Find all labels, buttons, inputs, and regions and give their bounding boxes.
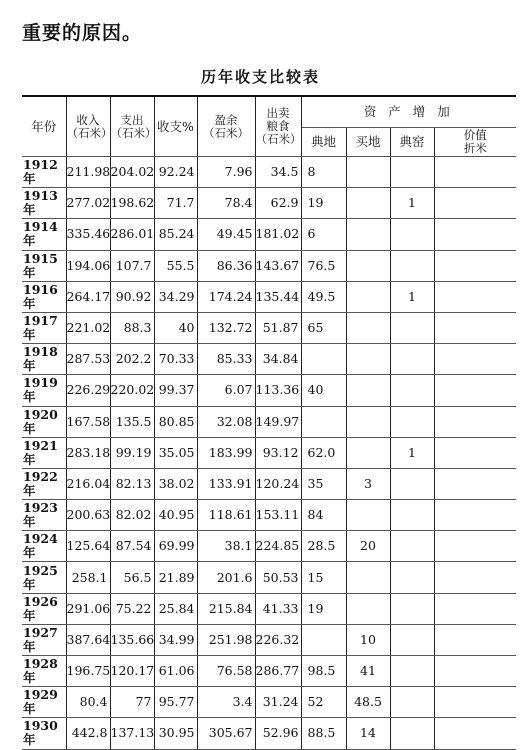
table-row — [22, 718, 516, 749]
cell-income: 291.06 — [66, 593, 110, 624]
cell-value — [434, 250, 516, 281]
cell-surplus: 86.36 — [197, 250, 255, 281]
cell-expense: 137.13 — [110, 718, 154, 749]
cell-mortgage-land: 6 — [301, 219, 346, 250]
table-row — [22, 562, 516, 593]
table-row — [22, 624, 516, 655]
cell-mortgage-land: 88.5 — [301, 718, 346, 749]
cell-mortgage-kiln — [390, 656, 434, 687]
cell-ratio: 38.02 — [154, 468, 197, 499]
cell-expense: 99.19 — [110, 437, 154, 468]
cell-year: 1916年 — [22, 281, 66, 312]
cell-expense: 82.02 — [110, 500, 154, 531]
table-row — [22, 312, 516, 343]
cell-mortgage-land: 8 — [301, 157, 346, 188]
table-row — [22, 344, 516, 375]
cell-year: 1929年 — [22, 687, 66, 718]
cell-value — [434, 562, 516, 593]
cell-expense: 87.54 — [110, 531, 154, 562]
lead-text: 重要的原因。 — [22, 22, 143, 44]
cell-sold: 93.12 — [255, 437, 301, 468]
cell-value — [434, 437, 516, 468]
cell-mortgage-land: 49.5 — [301, 281, 346, 312]
cell-mortgage-land: 28.5 — [301, 531, 346, 562]
cell-buy-land: 41 — [346, 656, 390, 687]
cell-surplus: 132.72 — [197, 312, 255, 343]
cell-buy-land — [346, 593, 390, 624]
cell-buy-land — [346, 157, 390, 188]
cell-income: 287.53 — [66, 344, 110, 375]
cell-buy-land — [346, 406, 390, 437]
cell-year: 1921年 — [22, 437, 66, 468]
cell-income: 80.4 — [66, 687, 110, 718]
cell-mortgage-land: 84 — [301, 500, 346, 531]
cell-ratio: 71.7 — [154, 188, 197, 219]
table-row — [22, 375, 516, 406]
cell-income: 196.75 — [66, 656, 110, 687]
cell-mortgage-kiln — [390, 157, 434, 188]
cell-year: 1924年 — [22, 531, 66, 562]
cell-ratio: 21.89 — [154, 562, 197, 593]
cell-mortgage-kiln — [390, 219, 434, 250]
cell-sold: 224.85 — [255, 531, 301, 562]
cell-sold: 120.24 — [255, 468, 301, 499]
header-ratio: 收支% — [154, 96, 197, 157]
cell-value — [434, 624, 516, 655]
header-mortgage-kiln: 典窑 — [390, 128, 434, 157]
cell-buy-land — [346, 219, 390, 250]
cell-mortgage-kiln — [390, 312, 434, 343]
header-buy-land: 买地 — [346, 128, 390, 157]
cell-mortgage-kiln — [390, 500, 434, 531]
cell-mortgage-land: 52 — [301, 687, 346, 718]
cell-ratio: 70.33 — [154, 344, 197, 375]
cell-surplus: 305.67 — [197, 718, 255, 749]
table-row — [22, 593, 516, 624]
cell-surplus: 6.07 — [197, 375, 255, 406]
cell-value — [434, 219, 516, 250]
cell-year: 1925年 — [22, 562, 66, 593]
table-row — [22, 468, 516, 499]
cell-mortgage-land: 76.5 — [301, 250, 346, 281]
header-assets-increase: 资 产 增 加 — [301, 96, 516, 128]
cell-year: 1926年 — [22, 593, 66, 624]
cell-income: 194.06 — [66, 250, 110, 281]
cell-buy-land — [346, 500, 390, 531]
cell-ratio: 34.29 — [154, 281, 197, 312]
cell-value — [434, 312, 516, 343]
cell-year: 1913年 — [22, 188, 66, 219]
cell-year: 1915年 — [22, 250, 66, 281]
cell-ratio: 30.95 — [154, 718, 197, 749]
cell-buy-land — [346, 344, 390, 375]
cell-mortgage-kiln — [390, 593, 434, 624]
table-row — [22, 281, 516, 312]
cell-income: 200.63 — [66, 500, 110, 531]
cell-buy-land: 48.5 — [346, 687, 390, 718]
table-row — [22, 157, 516, 188]
header-expense: 支出 （石米） — [110, 96, 154, 157]
cell-value — [434, 344, 516, 375]
cell-surplus: 7.96 — [197, 157, 255, 188]
cell-sold: 153.11 — [255, 500, 301, 531]
cell-value — [434, 406, 516, 437]
cell-value — [434, 593, 516, 624]
header-surplus: 盈余 （石米） — [197, 96, 255, 157]
cell-year: 1922年 — [22, 468, 66, 499]
cell-mortgage-kiln — [390, 406, 434, 437]
cell-income: 216.04 — [66, 468, 110, 499]
cell-buy-land — [346, 281, 390, 312]
cell-mortgage-land — [301, 344, 346, 375]
cell-ratio: 95.77 — [154, 687, 197, 718]
cell-sold: 62.9 — [255, 188, 301, 219]
cell-ratio: 99.37 — [154, 375, 197, 406]
cell-sold: 34.5 — [255, 157, 301, 188]
cell-expense: 82.13 — [110, 468, 154, 499]
cell-sold: 51.87 — [255, 312, 301, 343]
cell-buy-land — [346, 437, 390, 468]
cell-buy-land: 3 — [346, 468, 390, 499]
cell-surplus: 78.4 — [197, 188, 255, 219]
cell-year: 1914年 — [22, 219, 66, 250]
cell-sold: 52.96 — [255, 718, 301, 749]
cell-income: 211.98 — [66, 157, 110, 188]
cell-mortgage-kiln — [390, 624, 434, 655]
cell-surplus: 201.6 — [197, 562, 255, 593]
cell-value — [434, 656, 516, 687]
cell-value — [434, 687, 516, 718]
cell-ratio: 35.05 — [154, 437, 197, 468]
cell-value — [434, 281, 516, 312]
table-row — [22, 406, 516, 437]
cell-value — [434, 188, 516, 219]
cell-income: 125.64 — [66, 531, 110, 562]
cell-year: 1919年 — [22, 375, 66, 406]
cell-sold: 286.77 — [255, 656, 301, 687]
cell-expense: 220.02 — [110, 375, 154, 406]
header-income: 收入 （石米） — [66, 96, 110, 157]
cell-ratio: 25.84 — [154, 593, 197, 624]
cell-year: 1912年 — [22, 157, 66, 188]
cell-expense: 90.92 — [110, 281, 154, 312]
cell-sold: 41.33 — [255, 593, 301, 624]
cell-income: 335.46 — [66, 219, 110, 250]
cell-mortgage-kiln — [390, 250, 434, 281]
cell-mortgage-land: 65 — [301, 312, 346, 343]
cell-ratio: 34.99 — [154, 624, 197, 655]
cell-expense: 135.5 — [110, 406, 154, 437]
cell-ratio: 69.99 — [154, 531, 197, 562]
cell-year: 1927年 — [22, 624, 66, 655]
cell-income: 442.8 — [66, 718, 110, 749]
cell-sold: 143.67 — [255, 250, 301, 281]
cell-expense: 135.66 — [110, 624, 154, 655]
cell-surplus: 251.98 — [197, 624, 255, 655]
cell-ratio: 55.5 — [154, 250, 197, 281]
table-row — [22, 500, 516, 531]
cell-mortgage-land — [301, 406, 346, 437]
income-expense-table — [22, 95, 516, 750]
cell-expense: 202.2 — [110, 344, 154, 375]
cell-income: 264.17 — [66, 281, 110, 312]
cell-income: 277.02 — [66, 188, 110, 219]
cell-income: 258.1 — [66, 562, 110, 593]
cell-year: 1920年 — [22, 406, 66, 437]
cell-surplus: 76.58 — [197, 656, 255, 687]
cell-expense: 77 — [110, 687, 154, 718]
cell-expense: 198.62 — [110, 188, 154, 219]
cell-buy-land — [346, 562, 390, 593]
cell-mortgage-kiln: 1 — [390, 188, 434, 219]
cell-income: 167.58 — [66, 406, 110, 437]
cell-buy-land: 10 — [346, 624, 390, 655]
cell-expense: 120.17 — [110, 656, 154, 687]
table-title: 历年收支比较表 — [200, 68, 320, 86]
cell-mortgage-kiln: 1 — [390, 437, 434, 468]
cell-surplus: 85.33 — [197, 344, 255, 375]
header-sold-grain: 出卖 粮食 （石米） — [255, 96, 301, 157]
cell-sold: 135.44 — [255, 281, 301, 312]
cell-mortgage-kiln — [390, 718, 434, 749]
cell-mortgage-kiln — [390, 531, 434, 562]
cell-buy-land — [346, 312, 390, 343]
cell-expense: 204.02 — [110, 157, 154, 188]
cell-expense: 286.01 — [110, 219, 154, 250]
cell-year: 1930年 — [22, 718, 66, 749]
cell-year: 1928年 — [22, 656, 66, 687]
cell-value — [434, 718, 516, 749]
cell-buy-land — [346, 250, 390, 281]
cell-buy-land: 20 — [346, 531, 390, 562]
cell-expense: 56.5 — [110, 562, 154, 593]
cell-mortgage-kiln — [390, 375, 434, 406]
cell-ratio: 40 — [154, 312, 197, 343]
cell-sold: 34.84 — [255, 344, 301, 375]
cell-sold: 181.02 — [255, 219, 301, 250]
table-row — [22, 188, 516, 219]
table-row — [22, 219, 516, 250]
cell-expense: 75.22 — [110, 593, 154, 624]
cell-income: 283.18 — [66, 437, 110, 468]
cell-expense: 88.3 — [110, 312, 154, 343]
cell-mortgage-kiln — [390, 687, 434, 718]
cell-surplus: 3.4 — [197, 687, 255, 718]
cell-surplus: 215.84 — [197, 593, 255, 624]
cell-sold: 31.24 — [255, 687, 301, 718]
cell-mortgage-land: 19 — [301, 593, 346, 624]
table-row — [22, 687, 516, 718]
cell-surplus: 133.91 — [197, 468, 255, 499]
cell-sold: 50.53 — [255, 562, 301, 593]
cell-income: 221.02 — [66, 312, 110, 343]
cell-surplus: 38.1 — [197, 531, 255, 562]
cell-income: 226.29 — [66, 375, 110, 406]
table-row — [22, 437, 516, 468]
cell-ratio: 85.24 — [154, 219, 197, 250]
cell-buy-land: 14 — [346, 718, 390, 749]
cell-mortgage-land: 15 — [301, 562, 346, 593]
cell-buy-land — [346, 375, 390, 406]
cell-year: 1923年 — [22, 500, 66, 531]
cell-surplus: 183.99 — [197, 437, 255, 468]
cell-buy-land — [346, 188, 390, 219]
cell-mortgage-land: 62.0 — [301, 437, 346, 468]
cell-mortgage-land: 98.5 — [301, 656, 346, 687]
cell-value — [434, 375, 516, 406]
cell-expense: 107.7 — [110, 250, 154, 281]
cell-year: 1918年 — [22, 344, 66, 375]
cell-mortgage-kiln — [390, 344, 434, 375]
header-year: 年份 — [22, 96, 66, 157]
cell-sold: 149.97 — [255, 406, 301, 437]
cell-value — [434, 500, 516, 531]
cell-surplus: 118.61 — [197, 500, 255, 531]
header-value-in-rice: 价值 折米 — [434, 128, 516, 157]
cell-sold: 226.32 — [255, 624, 301, 655]
table-row — [22, 656, 516, 687]
cell-value — [434, 468, 516, 499]
cell-value — [434, 157, 516, 188]
table-row — [22, 531, 516, 562]
table-row — [22, 250, 516, 281]
header-mortgage-land: 典地 — [301, 128, 346, 157]
cell-ratio: 80.85 — [154, 406, 197, 437]
cell-mortgage-land: 19 — [301, 188, 346, 219]
cell-ratio: 40.95 — [154, 500, 197, 531]
cell-surplus: 174.24 — [197, 281, 255, 312]
cell-ratio: 92.24 — [154, 157, 197, 188]
cell-ratio: 61.06 — [154, 656, 197, 687]
cell-mortgage-kiln — [390, 468, 434, 499]
cell-mortgage-land — [301, 624, 346, 655]
cell-value — [434, 531, 516, 562]
cell-mortgage-land: 35 — [301, 468, 346, 499]
cell-year: 1917年 — [22, 312, 66, 343]
cell-surplus: 32.08 — [197, 406, 255, 437]
cell-surplus: 49.45 — [197, 219, 255, 250]
cell-income: 387.64 — [66, 624, 110, 655]
cell-sold: 113.36 — [255, 375, 301, 406]
cell-mortgage-kiln — [390, 562, 434, 593]
cell-mortgage-land: 40 — [301, 375, 346, 406]
cell-mortgage-kiln: 1 — [390, 281, 434, 312]
